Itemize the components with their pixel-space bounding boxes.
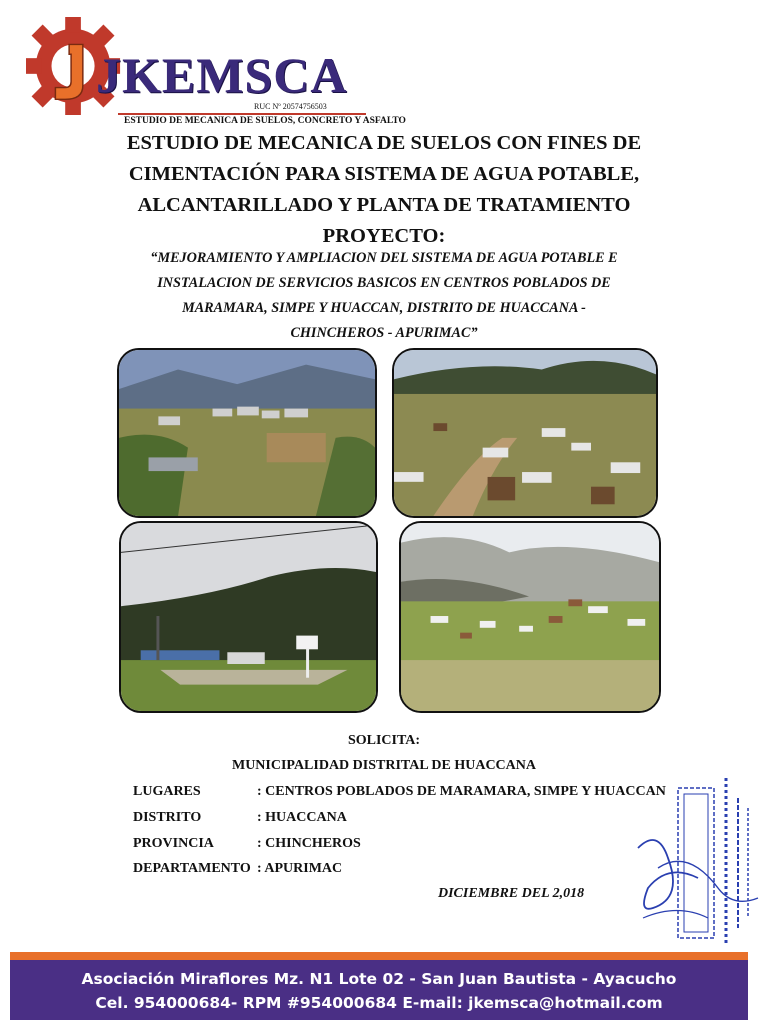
photo-village-valley	[117, 348, 377, 518]
municipality-name: MUNICIPALIDAD DISTRITAL DE HUACCANA	[231, 758, 536, 773]
info-label: LUGARES	[133, 784, 201, 799]
signature-stamp-icon	[628, 768, 764, 948]
logo-tagline: ESTUDIO DE MECANICA DE SUELOS, CONCRETO Y ASFALTO	[118, 113, 366, 127]
project-name	[110, 246, 658, 346]
subtitle-line: “MEJORAMIENTO Y AMPLIACION DEL SISTEMA DE AGUA POTABLE E	[150, 250, 618, 266]
subtitle-line: CHINCHEROS - APURIMAC”	[290, 325, 478, 341]
info-row-distrito	[133, 810, 347, 826]
footer-accent-line	[10, 952, 748, 960]
solicita-heading: SOLICITA:	[347, 733, 421, 748]
info-label: PROVINCIA	[133, 836, 214, 851]
title-line: PROYECTO:	[322, 225, 446, 247]
title-line: ALCANTARILLADO Y PLANTA DE TRATAMIENTO	[137, 194, 631, 216]
subtitle-line: INSTALACION DE SERVICIOS BASICOS EN CENTROS POBLADOS DE	[157, 275, 611, 291]
title-line: ESTUDIO DE MECANICA DE SUELOS CON FINES DE	[126, 132, 642, 154]
info-value: : HUACCANA	[257, 810, 347, 825]
photo-hillside-village	[399, 521, 661, 713]
logo-brand-text: JKEMSCA	[96, 47, 348, 103]
footer-phone-email: Cel. 954000684- RPM #954000684 E-mail: jkemsca@hotmail.com	[95, 994, 663, 1012]
document-date: DICIEMBRE DEL 2,018	[438, 886, 585, 901]
title-line: CIMENTACIÓN PARA SISTEMA DE AGUA POTABLE,	[128, 163, 640, 185]
info-value: : CENTROS POBLADOS DE MARAMARA, SIMPE Y HUACCAN	[257, 784, 666, 799]
footer-contact	[10, 960, 748, 1020]
info-row-provincia	[133, 836, 361, 852]
info-label: DEPARTAMENTO	[133, 861, 251, 876]
document-title	[100, 128, 668, 252]
info-value: : APURIMAC	[257, 861, 343, 876]
info-value: : CHINCHEROS	[257, 836, 361, 851]
info-label: DISTRITO	[133, 810, 202, 825]
info-row-lugares	[133, 784, 666, 800]
subtitle-line: MARAMARA, SIMPE Y HUACCAN, DISTRITO DE HUACCANA -	[182, 300, 586, 316]
photo-sports-field	[119, 521, 378, 713]
company-logo	[26, 14, 406, 126]
photo-village-houses	[392, 348, 658, 518]
footer-address: Asociación Miraflores Mz. N1 Lote 02 - San Juan Bautista - Ayacucho	[81, 970, 677, 988]
logo-ruc: RUC Nº 20574756503	[254, 102, 327, 111]
info-row-departamento	[133, 861, 342, 877]
